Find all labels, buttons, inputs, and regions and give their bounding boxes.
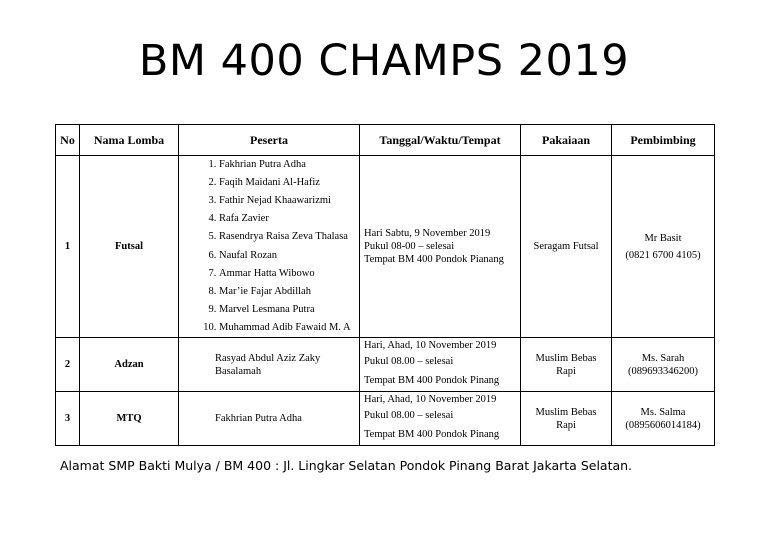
attire-cell: Seragam Futsal xyxy=(521,156,612,338)
schedule-day: Hari, Ahad, 10 November 2019 xyxy=(364,394,497,405)
supervisor-cell xyxy=(612,338,715,392)
supervisor-cell xyxy=(612,392,715,446)
schedule-day: Hari Sabtu, 9 November 2019 xyxy=(364,228,491,239)
participant-item: 7. Ammar Hatta Wibowo xyxy=(219,265,355,283)
schedule-place: Tempat BM 400 Pondok Pinang xyxy=(364,429,500,440)
header-pakaian: Pakaiaan xyxy=(521,125,612,156)
supervisor-name: Mr Basit xyxy=(644,232,682,244)
supervisor-phone: (0895606014184) xyxy=(625,419,701,431)
participant-item: 9. Marvel Lesmana Putra xyxy=(219,301,355,319)
participant-item: Rasyad Abdul Aziz Zaky xyxy=(215,352,321,364)
supervisor-phone: (0821 6700 4105) xyxy=(625,249,701,261)
supervisor-name: Ms. Sarah xyxy=(641,352,685,364)
competition-table xyxy=(55,124,715,446)
table-header-row xyxy=(56,125,715,156)
participant-item: 8. Mar’ie Fajar Abdillah xyxy=(219,283,355,301)
schedule-place: Tempat BM 400 Pondok Pianang xyxy=(364,254,504,265)
participant-item: 2. Faqih Maidani Al-Hafiz xyxy=(219,174,355,192)
attire-line: Rapi xyxy=(556,419,576,431)
participant-item: 5. Rasendrya Raisa Zeva Thalasa xyxy=(219,228,355,246)
participants-cell xyxy=(179,338,360,392)
supervisor-name: Ms. Salma xyxy=(640,406,686,418)
row-number: 3 xyxy=(56,392,80,446)
supervisor-cell xyxy=(612,156,715,338)
header-peserta: Peserta xyxy=(179,125,360,156)
schedule-place: Tempat BM 400 Pondok Pinang xyxy=(364,375,500,386)
schedule-time: Pukul 08-00 – selesai xyxy=(364,241,455,252)
participant-item: 4. Rafa Zavier xyxy=(219,210,355,228)
participant-item: Fakhrian Putra Adha xyxy=(215,413,302,424)
schedule-day: Hari, Ahad, 10 November 2019 xyxy=(364,340,497,351)
attire-line: Muslim Bebas xyxy=(535,352,597,364)
attire-cell xyxy=(521,392,612,446)
schedule-cell xyxy=(360,156,521,338)
attire-line: Muslim Bebas xyxy=(535,406,597,418)
competition-name: Adzan xyxy=(80,338,179,392)
row-number: 1 xyxy=(56,156,80,338)
participant-item: 1. Fakhrian Putra Adha xyxy=(219,156,355,174)
table-row xyxy=(56,392,715,446)
address-footer: Alamat SMP Bakti Mulya / BM 400 : Jl. Lingkar Selatan Pondok Pinang Barat Jakarta Selatan. xyxy=(60,458,633,473)
participants-cell xyxy=(179,156,360,338)
participant-item: 3. Fathir Nejad Khaawarizmi xyxy=(219,192,355,210)
competition-name: Futsal xyxy=(80,156,179,338)
participant-item: 6. Naufal Rozan xyxy=(219,247,355,265)
table-row xyxy=(56,338,715,392)
row-number: 2 xyxy=(56,338,80,392)
attire-line: Rapi xyxy=(556,365,576,377)
participants-list xyxy=(183,156,355,337)
schedule-cell xyxy=(360,338,521,392)
schedule-time: Pukul 08.00 – selesai xyxy=(364,356,454,367)
header-pembimbing: Pembimbing xyxy=(612,125,715,156)
header-nama-lomba: Nama Lomba xyxy=(80,125,179,156)
participant-item: 10. Muhammad Adib Fawaid M. A xyxy=(219,319,355,337)
participant-item: Basalamah xyxy=(215,365,262,377)
attire-cell xyxy=(521,338,612,392)
supervisor-phone: (089693346200) xyxy=(628,365,698,377)
document-title: BM 400 CHAMPS 2019 xyxy=(138,36,630,86)
header-no: No xyxy=(56,125,80,156)
schedule-time: Pukul 08.00 – selesai xyxy=(364,410,454,421)
table-row xyxy=(56,156,715,338)
header-tanggal-waktu-tempat: Tanggal/Waktu/Tempat xyxy=(360,125,521,156)
schedule-cell xyxy=(360,392,521,446)
competition-name: MTQ xyxy=(80,392,179,446)
participants-cell xyxy=(179,392,360,446)
